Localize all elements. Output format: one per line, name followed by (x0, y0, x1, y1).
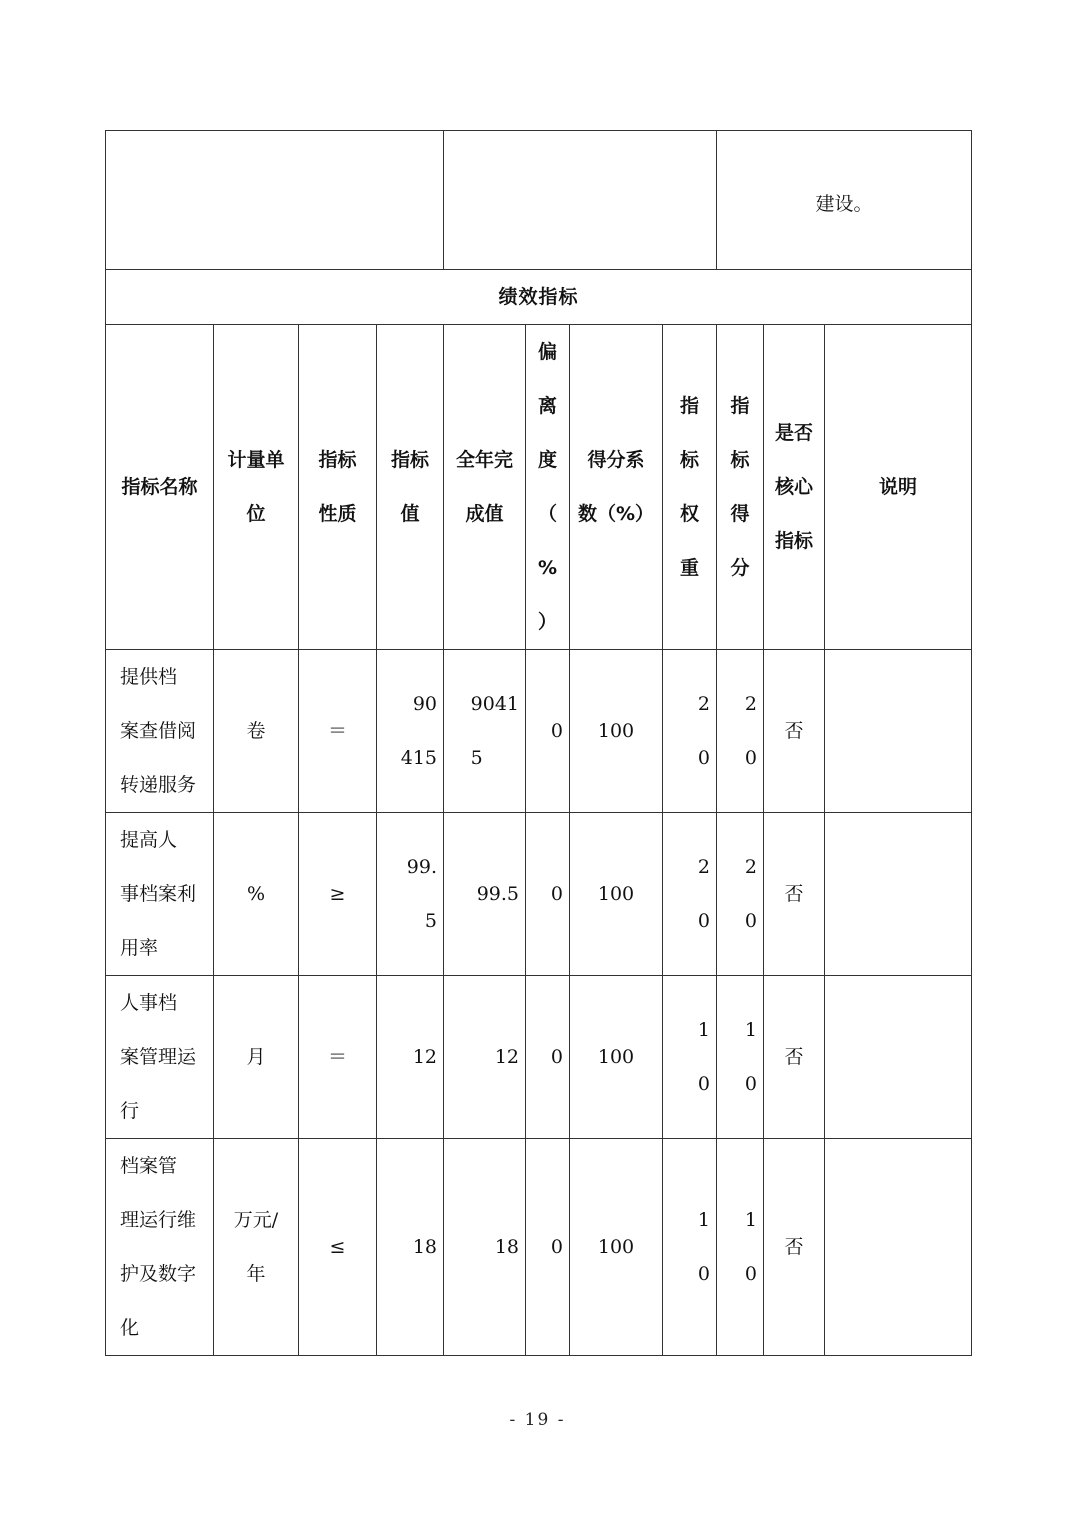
top-continuation-row (106, 131, 972, 270)
row-score: 1 0 (744, 1209, 757, 1285)
header-deviation: 偏 离 度 （ % ） (537, 341, 558, 633)
header-core: 是否 核心 指标 (774, 422, 813, 552)
row-name: 人事档 案管理运 行 (120, 992, 197, 1122)
section-title: 绩效指标 (106, 270, 972, 325)
row-deviation: 0 (550, 1046, 563, 1068)
row-unit: 卷 (246, 720, 266, 742)
header-nature: 指标 性质 (318, 449, 357, 525)
top-note-cell (717, 131, 972, 270)
row-nature: ＝ (327, 1046, 347, 1068)
row-completed: 99.5 (476, 883, 519, 905)
row-nature: ＝ (327, 720, 347, 742)
row-completed: 9041 5 (470, 693, 519, 769)
top-note: 建设。 (815, 193, 873, 215)
header-score: 指 标 得 分 (730, 395, 750, 579)
row-deviation: 0 (550, 883, 563, 905)
row-unit: 万元/ 年 (233, 1209, 279, 1285)
row-deviation: 0 (550, 720, 563, 742)
row-weight: 1 0 (697, 1209, 710, 1285)
table-row (106, 650, 972, 813)
header-unit: 计量单 位 (227, 449, 285, 525)
row-coef: 100 (597, 720, 635, 742)
header-completed: 全年完 成值 (455, 449, 513, 525)
row-core: 否 (784, 720, 804, 742)
top-cell-empty-1 (106, 131, 444, 270)
row-name: 提供档 案查借阅 转递服务 (120, 666, 197, 796)
row-unit: % (246, 883, 266, 905)
row-score: 2 0 (744, 693, 757, 769)
row-nature: ≥ (329, 883, 346, 905)
row-value: 18 (412, 1236, 437, 1258)
row-deviation: 0 (550, 1236, 563, 1258)
table-row (106, 976, 972, 1139)
section-title-row (106, 270, 972, 325)
row-core: 否 (784, 1046, 804, 1068)
header-weight: 指 标 权 重 (679, 395, 699, 579)
row-score: 1 0 (744, 1019, 757, 1095)
row-score: 2 0 (744, 856, 757, 932)
header-name: 指标名称 (121, 476, 198, 498)
row-weight: 1 0 (697, 1019, 710, 1095)
header-row (106, 325, 972, 650)
row-weight: 2 0 (697, 856, 710, 932)
table-row (106, 1139, 972, 1356)
table-row (106, 813, 972, 976)
row-core: 否 (784, 1236, 804, 1258)
row-core: 否 (784, 883, 804, 905)
row-coef: 100 (597, 1046, 635, 1068)
row-value: 12 (412, 1046, 437, 1068)
header-note: 说明 (879, 476, 918, 498)
page-number: - 19 - (509, 1410, 566, 1430)
row-name: 档案管 理运行维 护及数字 化 (120, 1155, 197, 1339)
header-coef: 得分系 数（%） (577, 449, 655, 525)
row-completed: 18 (494, 1236, 519, 1258)
row-value: 99. 5 (406, 856, 437, 932)
performance-table (105, 130, 972, 1356)
row-completed: 12 (494, 1046, 519, 1068)
row-weight: 2 0 (697, 693, 710, 769)
row-name: 提高人 事档案利 用率 (120, 829, 197, 959)
top-cell-empty-2 (444, 131, 717, 270)
row-value: 90 415 (400, 693, 437, 769)
header-value: 指标 值 (390, 449, 429, 525)
row-coef: 100 (597, 883, 635, 905)
row-unit: 月 (246, 1046, 266, 1068)
row-coef: 100 (597, 1236, 635, 1258)
row-nature: ≤ (329, 1236, 346, 1258)
